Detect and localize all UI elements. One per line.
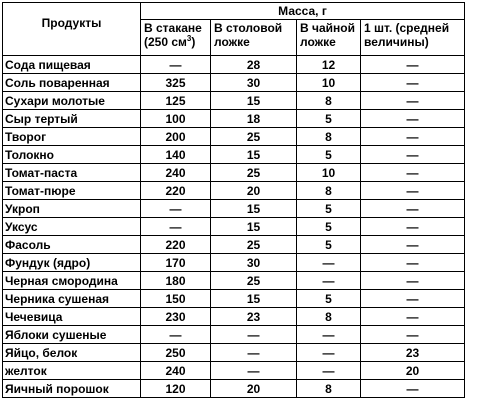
cell-glass: — bbox=[141, 326, 211, 344]
table-row bbox=[3, 308, 465, 326]
cell-piece: — bbox=[361, 92, 465, 110]
header-tablespoon-line2: ложке bbox=[214, 35, 250, 49]
cell-teaspoon: — bbox=[297, 254, 361, 272]
cell-teaspoon: 8 bbox=[297, 128, 361, 146]
cell-teaspoon: 5 bbox=[297, 146, 361, 164]
cell-glass: 220 bbox=[141, 236, 211, 254]
table-row bbox=[3, 128, 465, 146]
cell-teaspoon: 5 bbox=[297, 200, 361, 218]
cell-product: Творог bbox=[3, 128, 141, 146]
cell-piece: — bbox=[361, 236, 465, 254]
cell-piece: — bbox=[361, 128, 465, 146]
cell-product: Яичный порошок bbox=[3, 380, 141, 398]
header-glass-line2-post: ) bbox=[191, 35, 196, 49]
cell-product: Сода пищевая bbox=[3, 56, 141, 74]
cell-teaspoon: 10 bbox=[297, 164, 361, 182]
table-row bbox=[3, 56, 465, 74]
header-mass: Масса, г bbox=[141, 3, 465, 20]
header-piece bbox=[361, 20, 465, 56]
header-tablespoon-line1: В столовой bbox=[214, 21, 283, 35]
cell-piece: — bbox=[361, 110, 465, 128]
cell-tablespoon: 15 bbox=[211, 200, 297, 218]
header-glass-line1: В стакане bbox=[144, 21, 202, 35]
cell-tablespoon: — bbox=[211, 362, 297, 380]
cell-teaspoon: 10 bbox=[297, 74, 361, 92]
cell-product: Сухари молотые bbox=[3, 92, 141, 110]
cell-product: Уксус bbox=[3, 218, 141, 236]
cell-teaspoon: 12 bbox=[297, 56, 361, 74]
header-glass-sup: 3 bbox=[186, 34, 192, 43]
cell-piece: — bbox=[361, 146, 465, 164]
cell-teaspoon: 8 bbox=[297, 308, 361, 326]
cell-glass: 220 bbox=[141, 182, 211, 200]
table-row bbox=[3, 164, 465, 182]
cell-teaspoon: 5 bbox=[297, 290, 361, 308]
cell-tablespoon: 25 bbox=[211, 272, 297, 290]
table-row bbox=[3, 362, 465, 380]
cell-tablespoon: 30 bbox=[211, 254, 297, 272]
cell-teaspoon: 5 bbox=[297, 218, 361, 236]
cell-product: Соль поваренная bbox=[3, 74, 141, 92]
cell-glass: 180 bbox=[141, 272, 211, 290]
header-teaspoon-line1: В чайной bbox=[300, 21, 355, 35]
cell-product: Яйцо, белок bbox=[3, 344, 141, 362]
cell-product: Томат-паста bbox=[3, 164, 141, 182]
cell-product: Черная смородина bbox=[3, 272, 141, 290]
table-row bbox=[3, 218, 465, 236]
cell-tablespoon: 20 bbox=[211, 380, 297, 398]
table-row bbox=[3, 92, 465, 110]
cell-piece: — bbox=[361, 380, 465, 398]
table-row bbox=[3, 110, 465, 128]
cell-tablespoon: — bbox=[211, 326, 297, 344]
cell-glass: 325 bbox=[141, 74, 211, 92]
cell-tablespoon: 25 bbox=[211, 236, 297, 254]
cell-glass: 100 bbox=[141, 110, 211, 128]
cell-tablespoon: 20 bbox=[211, 182, 297, 200]
header-products: Продукты bbox=[3, 3, 141, 56]
cell-piece: — bbox=[361, 56, 465, 74]
header-teaspoon-line2: ложке bbox=[300, 35, 336, 49]
table-row bbox=[3, 254, 465, 272]
table-row bbox=[3, 290, 465, 308]
cell-teaspoon: 5 bbox=[297, 236, 361, 254]
header-piece-line2: величины) bbox=[364, 35, 429, 49]
cell-glass: 170 bbox=[141, 254, 211, 272]
cell-tablespoon: 15 bbox=[211, 146, 297, 164]
cell-tablespoon: 30 bbox=[211, 74, 297, 92]
header-glass-line2-pre: (250 см bbox=[144, 35, 187, 49]
cell-tablespoon: 25 bbox=[211, 164, 297, 182]
cell-piece: — bbox=[361, 182, 465, 200]
table-row bbox=[3, 344, 465, 362]
cell-teaspoon: 8 bbox=[297, 182, 361, 200]
cell-glass: 240 bbox=[141, 164, 211, 182]
cell-product: Чечевица bbox=[3, 308, 141, 326]
cell-tablespoon: 18 bbox=[211, 110, 297, 128]
cell-product: Томат-пюре bbox=[3, 182, 141, 200]
cell-glass: 200 bbox=[141, 128, 211, 146]
cell-product: Фундук (ядро) bbox=[3, 254, 141, 272]
table-row bbox=[3, 182, 465, 200]
header-tablespoon bbox=[211, 20, 297, 56]
cell-product: Толокно bbox=[3, 146, 141, 164]
cell-tablespoon: 15 bbox=[211, 218, 297, 236]
cell-product: желток bbox=[3, 362, 141, 380]
header-piece-line1: 1 шт. (средней bbox=[364, 21, 450, 35]
table-body bbox=[3, 56, 465, 398]
cell-product: Черника сушеная bbox=[3, 290, 141, 308]
cell-piece: — bbox=[361, 290, 465, 308]
table-row bbox=[3, 326, 465, 344]
cell-product: Фасоль bbox=[3, 236, 141, 254]
table-row bbox=[3, 146, 465, 164]
cell-glass: 150 bbox=[141, 290, 211, 308]
cell-teaspoon: 8 bbox=[297, 92, 361, 110]
table-row bbox=[3, 272, 465, 290]
cell-tablespoon: 15 bbox=[211, 290, 297, 308]
table-row bbox=[3, 380, 465, 398]
cell-piece: — bbox=[361, 74, 465, 92]
cell-teaspoon: — bbox=[297, 272, 361, 290]
cell-teaspoon: 8 bbox=[297, 380, 361, 398]
cell-teaspoon: — bbox=[297, 326, 361, 344]
table-header bbox=[3, 3, 465, 56]
header-teaspoon bbox=[297, 20, 361, 56]
cell-glass: 240 bbox=[141, 362, 211, 380]
header-glass bbox=[141, 20, 211, 56]
cell-piece: 23 bbox=[361, 344, 465, 362]
cell-teaspoon: 5 bbox=[297, 110, 361, 128]
cell-product: Укроп bbox=[3, 200, 141, 218]
cell-glass: — bbox=[141, 56, 211, 74]
cell-piece: — bbox=[361, 308, 465, 326]
cell-teaspoon: — bbox=[297, 362, 361, 380]
cell-tablespoon: — bbox=[211, 344, 297, 362]
cell-piece: 20 bbox=[361, 362, 465, 380]
table-row bbox=[3, 74, 465, 92]
mass-table bbox=[2, 2, 465, 398]
cell-piece: — bbox=[361, 272, 465, 290]
cell-piece: — bbox=[361, 326, 465, 344]
cell-product: Сыр тертый bbox=[3, 110, 141, 128]
cell-tablespoon: 15 bbox=[211, 92, 297, 110]
cell-tablespoon: 25 bbox=[211, 128, 297, 146]
cell-piece: — bbox=[361, 218, 465, 236]
table-row bbox=[3, 200, 465, 218]
cell-piece: — bbox=[361, 164, 465, 182]
cell-product: Яблоки сушеные bbox=[3, 326, 141, 344]
cell-glass: 120 bbox=[141, 380, 211, 398]
cell-glass: — bbox=[141, 200, 211, 218]
cell-tablespoon: 23 bbox=[211, 308, 297, 326]
cell-glass: 250 bbox=[141, 344, 211, 362]
cell-piece: — bbox=[361, 254, 465, 272]
cell-glass: — bbox=[141, 218, 211, 236]
cell-tablespoon: 28 bbox=[211, 56, 297, 74]
cell-glass: 125 bbox=[141, 92, 211, 110]
cell-teaspoon: — bbox=[297, 344, 361, 362]
table-row bbox=[3, 236, 465, 254]
cell-glass: 230 bbox=[141, 308, 211, 326]
cell-piece: — bbox=[361, 200, 465, 218]
table-container bbox=[2, 2, 465, 398]
cell-glass: 140 bbox=[141, 146, 211, 164]
